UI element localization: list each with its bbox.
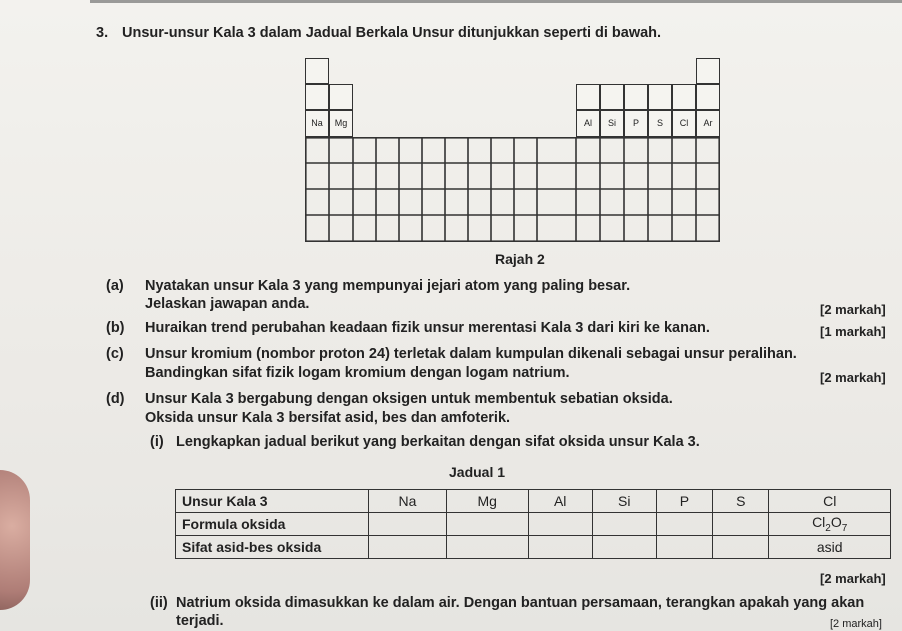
pt-cell: [696, 84, 720, 110]
table-row-property: [176, 536, 891, 559]
col-si: Si: [592, 490, 656, 513]
part-c-text-2: Bandingkan sifat fizik logam kromium dengan logam natrium.: [145, 365, 570, 381]
answer-cell[interactable]: [592, 536, 656, 559]
pt-cell-s: [648, 110, 672, 137]
question-stem: Unsur-unsur Kala 3 dalam Jadual Berkala Unsur ditunjukkan seperti di bawah.: [122, 25, 662, 41]
part-d-text-2: Oksida unsur Kala 3 bersifat asid, bes dan amfoterik.: [145, 410, 511, 426]
part-di-text: Lengkapkan jadual berikut yang berkaitan dengan sifat oksida unsur Kala 3.: [176, 434, 700, 450]
element-na: Na: [311, 118, 323, 128]
col-mg: Mg: [446, 490, 528, 513]
cl-property-cell: asid: [769, 536, 891, 559]
pt-cell: [600, 84, 624, 110]
question-number: 3.: [96, 25, 109, 41]
element-s: S: [656, 118, 663, 128]
part-d-text-1: Unsur Kala 3 bergabung dengan oksigen untuk membentuk sebatian oksida.: [145, 391, 673, 407]
part-a-label: (a): [106, 278, 124, 294]
part-a-text-1: Nyatakan unsur Kala 3 yang mempunyai jejari atom yang paling besar.: [145, 278, 631, 294]
pt-cell-na: [305, 110, 329, 137]
figure-caption: Rajah 2: [495, 251, 545, 267]
part-dii-label: (ii): [150, 595, 168, 611]
element-cl: Cl: [679, 118, 689, 128]
pt-cell-mg: [329, 110, 353, 137]
pt-cell-p: [624, 110, 648, 137]
page-top-rule: [90, 0, 902, 3]
part-b-text-1: Huraikan trend perubahan keadaan fizik unsur merentasi Kala 3 dari kiri ke kanan.: [145, 320, 710, 336]
pt-cell: [305, 84, 329, 110]
element-al: Al: [583, 118, 592, 128]
answer-cell[interactable]: [528, 513, 592, 536]
pt-cell-ar: [696, 110, 720, 137]
col-al: Al: [528, 490, 592, 513]
part-a-marks: [2 markah]: [820, 302, 886, 317]
part-dii-text-2: terjadi.: [176, 613, 224, 629]
part-di-marks: [2 markah]: [820, 571, 886, 586]
photographer-thumb: [0, 470, 30, 610]
answer-cell[interactable]: [446, 513, 528, 536]
table-row-elements: [176, 490, 891, 513]
part-c-label: (c): [106, 346, 124, 362]
row-header-property: Sifat asid-bes oksida: [176, 536, 369, 559]
answer-cell[interactable]: [446, 536, 528, 559]
table-row-formula: [176, 513, 891, 536]
cl-formula-cell: $Cl_2O_7$: [769, 513, 891, 536]
col-s: S: [713, 490, 769, 513]
part-b-marks: [1 markah]: [820, 324, 886, 339]
table-caption: Jadual 1: [449, 464, 506, 480]
element-ar: Ar: [703, 118, 713, 128]
pt-cell-si: [600, 110, 624, 137]
answer-cell[interactable]: [369, 536, 447, 559]
jadual-1-table: [175, 489, 891, 559]
pt-lower-grid: [305, 137, 720, 242]
row-header-element: Unsur Kala 3: [176, 490, 369, 513]
pt-cell: [648, 84, 672, 110]
part-dii-marks: [2 markah]: [830, 618, 882, 630]
pt-cell-al: [576, 110, 600, 137]
col-p: P: [656, 490, 712, 513]
periodic-table-figure: [305, 58, 720, 242]
answer-cell[interactable]: [713, 536, 769, 559]
pt-cell-cl: [672, 110, 696, 137]
pt-cell: [624, 84, 648, 110]
part-a-text-2: Jelaskan jawapan anda.: [145, 296, 310, 312]
part-c-text-1: Unsur kromium (nombor proton 24) terletak dalam kumpulan dikenali sebagai unsur peralihan.: [145, 346, 797, 362]
element-si: Si: [607, 118, 616, 128]
pt-cell: [329, 84, 353, 110]
part-dii-text-1: Natrium oksida dimasukkan ke dalam air. Dengan bantuan persamaan, terangkan apakah yang akan: [176, 595, 865, 611]
col-na: Na: [369, 490, 447, 513]
pt-cell: [305, 58, 329, 84]
part-c-marks: [2 markah]: [820, 370, 886, 385]
answer-cell[interactable]: [656, 513, 712, 536]
part-b-label: (b): [106, 320, 125, 336]
pt-cell: [576, 84, 600, 110]
answer-cell[interactable]: [656, 536, 712, 559]
answer-cell[interactable]: [369, 513, 447, 536]
element-p: P: [632, 118, 639, 128]
row-header-formula: Formula oksida: [176, 513, 369, 536]
pt-cell: [672, 84, 696, 110]
answer-cell[interactable]: [713, 513, 769, 536]
answer-cell[interactable]: [592, 513, 656, 536]
col-cl: Cl: [769, 490, 891, 513]
part-d-label: (d): [106, 391, 125, 407]
element-mg: Mg: [334, 118, 348, 128]
answer-cell[interactable]: [528, 536, 592, 559]
pt-cell: [696, 58, 720, 84]
part-di-label: (i): [150, 434, 164, 450]
